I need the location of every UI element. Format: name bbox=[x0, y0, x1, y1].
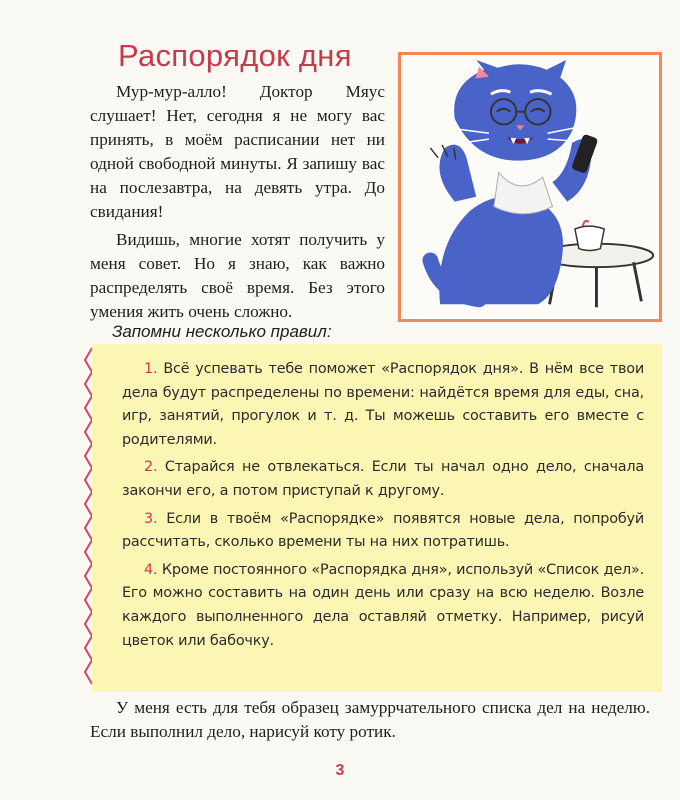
outro-paragraph: У меня есть для тебя образец замуррчательного списка дел на неделю. Если выполнил дело, нарисуй коту ротик. bbox=[90, 698, 650, 741]
cat-doctor-illustration bbox=[398, 52, 662, 322]
intro-paragraph-2: Видишь, многие хотят получить у меня совет. Но я знаю, как важно распределять своё время. Без этого умения жить очень сложно. bbox=[90, 230, 385, 321]
intro-paragraph-1: Мур-мур-алло! Доктор Мяус слушает! Нет, сегодня я не могу вас принять, в моём расписании нет ни одной свободной минуты. Я запишу вас на послезавтра, на девять утра. До свидания! bbox=[90, 82, 385, 221]
rules-note bbox=[82, 344, 662, 692]
rules-list bbox=[92, 344, 662, 692]
outro-text bbox=[90, 696, 650, 744]
rule-number: 4. bbox=[144, 561, 158, 578]
intro-text bbox=[90, 80, 385, 328]
rule-4 bbox=[122, 559, 644, 653]
rule-number: 3. bbox=[144, 510, 158, 527]
rule-text: Всё успевать тебе поможет «Распорядок дня». В нём все твои дела будут распределены по времени: найдётся время для еды, сна, игр, занятий, прогулок и т. д. Ты можешь составить его вместе с родителями. bbox=[122, 361, 645, 448]
rule-1 bbox=[122, 358, 644, 452]
page-number: 3 bbox=[335, 762, 345, 779]
rule-2 bbox=[122, 456, 644, 503]
page-title: Распорядок дня bbox=[118, 38, 352, 73]
rule-3 bbox=[122, 508, 644, 555]
cat-doctor-on-phone-illustration bbox=[401, 55, 659, 319]
rule-text: Кроме постоянного «Распорядка дня», используй «Список дел». Его можно составить на один день или сразу на всю неделю. Возле каждого выполненного дела оставляй отметку. Например, рисуй цветок или бабочку. bbox=[122, 561, 644, 649]
rule-number: 2. bbox=[144, 459, 158, 476]
rule-text: Старайся не отвлекаться. Если ты начал одно дело, сначала закончи его, а потом приступай к другому. bbox=[122, 459, 644, 499]
rule-number: 1. bbox=[144, 361, 158, 377]
rule-text: Если в твоём «Распорядке» появятся новые дела, попробуй рассчитать, сколько времени ты на них потратишь. bbox=[122, 510, 644, 551]
rules-heading: Запомни несколько правил: bbox=[112, 322, 332, 341]
